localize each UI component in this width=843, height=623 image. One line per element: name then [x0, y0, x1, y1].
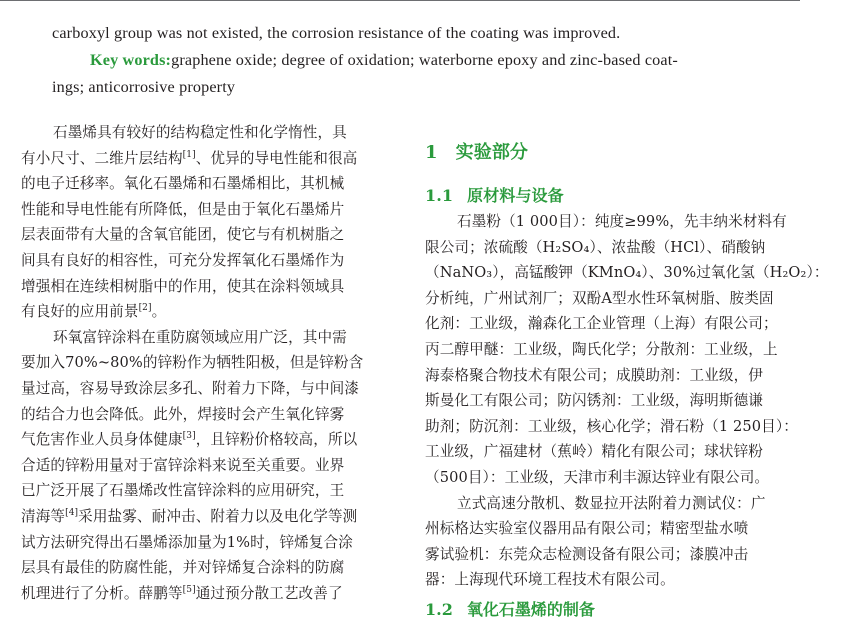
citation-ref[interactable]: [1] — [182, 149, 196, 160]
section-heading — [425, 136, 797, 170]
body-line: 层表面带有大量的含氧官能团，使它与有机树脂之 — [21, 226, 345, 244]
keywords-line-2: ings; anticorrosive property — [52, 78, 236, 96]
citation-ref[interactable]: [4] — [65, 508, 79, 519]
right-column — [425, 120, 829, 593]
body-line: 的结合力也会降低。此外，焊接时会产生氧化锌雾 — [21, 405, 345, 423]
body-line: 试方法研究得出石墨烯添加量为1%时，锌烯复合涂 — [21, 533, 353, 551]
body-line: 量过高，容易导致涂层多孔、附着力下降，与中间漆 — [21, 379, 359, 397]
citation-ref[interactable]: [2] — [138, 303, 152, 314]
body-line: （NaNO₃），高锰酸钾（KMnO₄）、30%过氧化氢（H₂O₂）： — [425, 264, 829, 282]
body-line: 工业级，广福建材（蕉岭）精化有限公司；球状锌粉 — [425, 443, 763, 461]
body-line: 环氧富锌涂料在重防腐领域应用广泛，其中需 — [53, 328, 347, 346]
body-line: 海泰格聚合物技术有限公司；成膜助剂：工业级，伊 — [425, 366, 763, 384]
body-line: 雾试验机：东莞众志检测设备有限公司；漆膜冲击 — [425, 545, 749, 563]
body-line: 斯曼化工有限公司；防闪锈剂：工业级，海明斯德谦 — [425, 392, 763, 410]
body-text: 有良好的应用前景 — [21, 303, 139, 321]
subsection-number: 1.2 — [425, 600, 453, 619]
body-line: 增强相在连续相树脂中的作用，使其在涂料领域具 — [21, 277, 345, 295]
body-text: 机理进行了分析。薛鹏等 — [21, 584, 183, 602]
top-rule — [0, 0, 800, 1]
body-line: 立式高速分散机、数显拉开法附着力测试仪：广 — [457, 494, 766, 512]
next-subsection-clip — [425, 596, 797, 619]
body-line — [21, 581, 391, 607]
body-line: 丙二醇甲醚：工业级，陶氏化学；分散剂：工业级，上 — [425, 340, 778, 358]
body-line: 助剂；防沉剂：工业级，核心化学；滑石粉（1 250目）： — [425, 417, 798, 435]
body-line: 的电子迁移率。氧化石墨烯和石墨烯相比，其机械 — [21, 175, 345, 193]
body-text: 清海等 — [21, 507, 66, 525]
citation-ref[interactable]: [5] — [182, 584, 196, 595]
section-title: 实验部分 — [455, 142, 529, 163]
english-abstract — [52, 20, 777, 101]
subsection-title: 氧化石墨烯的制备 — [466, 600, 595, 619]
body-line — [21, 427, 391, 453]
keywords-text: graphene oxide; degree of oxidation; waterborne epoxy and zinc-based coat- — [171, 51, 678, 69]
body-line: 石墨粉（1 000目）：纯度≥99%，先丰纳米材料有 — [457, 213, 787, 230]
citation-ref[interactable]: [3] — [182, 431, 196, 442]
subsection-heading — [425, 182, 797, 209]
keywords-label: Key words: — [90, 51, 172, 69]
body-line: （500目）：工业级，天津市利丰源达锌业有限公司。 — [425, 468, 770, 486]
body-text: 采用盐雾、耐冲击、附着力以及电化学等测 — [78, 507, 358, 525]
body-line: 器：上海现代环境工程技术有限公司。 — [425, 571, 675, 589]
left-column — [21, 120, 391, 606]
body-text: 。 — [151, 303, 167, 321]
body-text: 、优异的导电性能和很高 — [195, 149, 358, 167]
subsection-title: 原材料与设备 — [467, 186, 564, 205]
body-text: ，且锌粉价格较高，所以 — [195, 431, 358, 449]
body-text: 有小尺寸、二维片层结构 — [21, 149, 183, 167]
body-line: 已广泛开展了石墨烯改性富锌涂料的应用研究，王 — [21, 482, 345, 500]
body-line: 层具有最佳的防腐性能，并对锌烯复合涂料的防腐 — [21, 559, 345, 577]
body-line: 间具有良好的相容性，可充分发挥氧化石墨烯作为 — [21, 251, 345, 269]
body-text: 通过预分散工艺改善了 — [195, 584, 343, 602]
body-line — [21, 146, 391, 172]
body-text: 气危害作业人员身体健康 — [21, 431, 183, 449]
body-line: 合适的锌粉用量对于富锌涂料来说至关重要。业界 — [21, 456, 345, 474]
body-line: 性能和导电性能有所降低，但是由于氧化石墨烯片 — [21, 200, 345, 218]
body-line: 石墨烯具有较好的结构稳定性和化学惰性，具 — [53, 124, 347, 141]
body-line: 分析纯，广州试剂厂；双酚A型水性环氧树脂、胺类固 — [425, 289, 774, 307]
subsection-number: 1.1 — [425, 186, 454, 205]
body-line: 州标格达实验室仪器用品有限公司；精密型盐水喷 — [425, 520, 749, 538]
body-line: 要加入70%~80%的锌粉作为牺牲阳极，但是锌粉含 — [21, 354, 364, 372]
body-line: 化剂：工业级，瀚森化工企业管理（上海）有限公司； — [425, 315, 778, 333]
keywords-line — [52, 47, 777, 74]
section-number: 1 — [425, 142, 438, 163]
abstract-last-line: carboxyl group was not existed, the corrosion resistance of the coating was improved. — [52, 24, 621, 42]
body-line — [21, 299, 391, 325]
next-subsection-heading — [425, 596, 797, 623]
body-line — [21, 504, 391, 530]
body-line: 限公司；浓硫酸（H₂SO₄）、浓盐酸（HCl）、硝酸钠 — [425, 238, 766, 256]
